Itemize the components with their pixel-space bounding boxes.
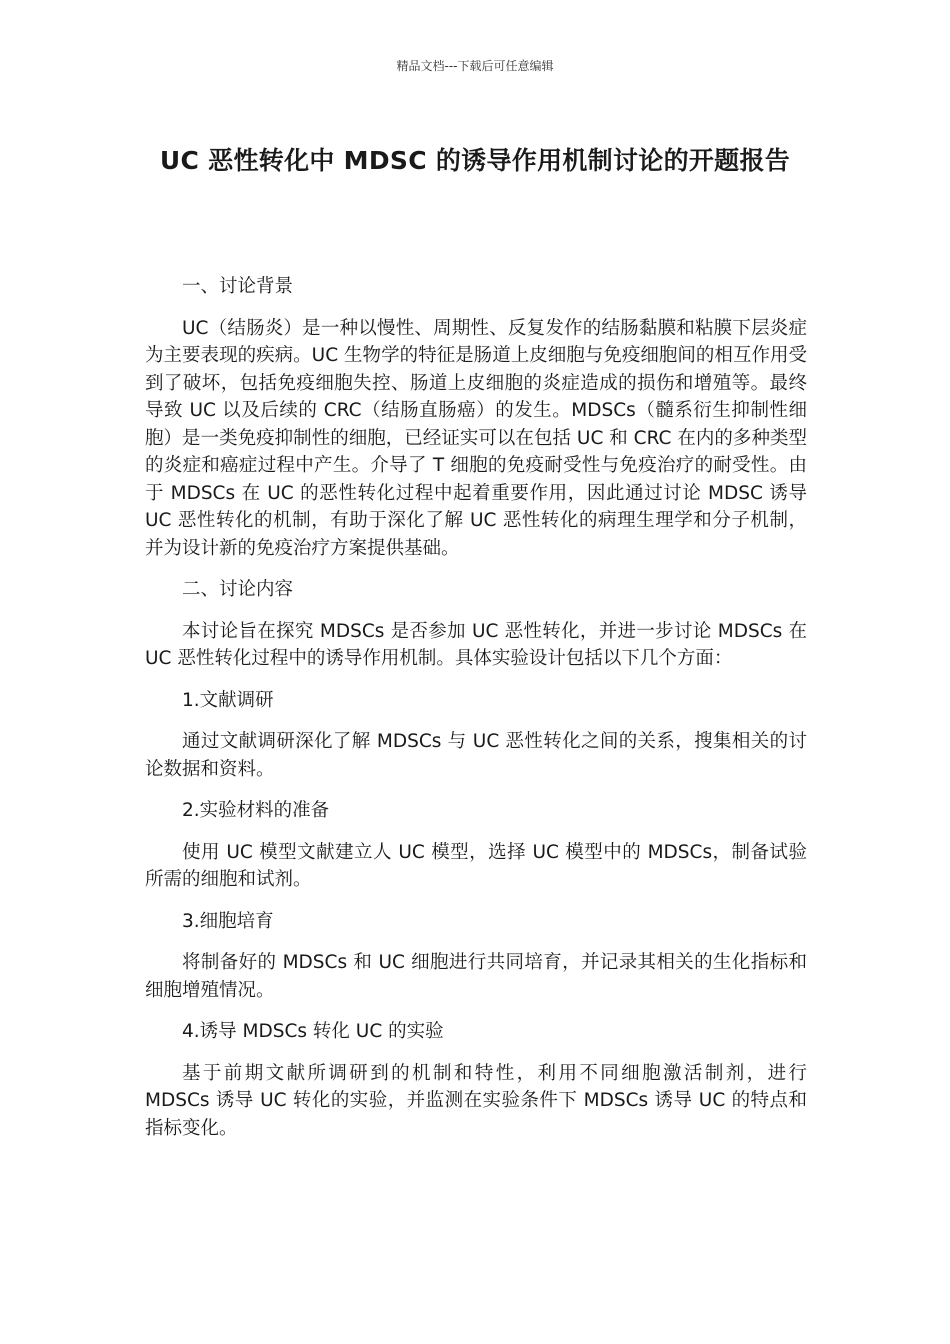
- section-heading-content: 二、讨论内容: [182, 579, 294, 600]
- document-title: UC 恶性转化中 MDSC 的诱导作用机制讨论的开题报告: [159, 146, 791, 175]
- paragraph-materials-preparation: 使用 UC 模型文献建立人 UC 模型，选择 UC 模型中的 MDSCs，制备试验所需的细胞和试剂。: [145, 841, 807, 890]
- paragraph-background: UC（结肠炎）是一种以慢性、周期性、反复发作的结肠黏膜和粘膜下层炎症为主要表现的疾病。UC 生物学的特征是肠道上皮细胞与免疫细胞间的相互作用受到了破坏，包括免疫细胞失控、肠道上皮细胞的炎症造成的损伤和增殖等。最终导致 UC 以及后续的 CRC（结肠直肠癌）的发生。MDSCs（髓系衍生抑制性细胞）是一类免疫抑制性的细胞，已经证实可以在包括 UC 和 CRC 在内的多种类型的炎症和癌症过程中产生。介导了 T 细胞的免疫耐受性与免疫治疗的耐受性。由于 MDSCs 在 UC 的恶性转化过程中起着重要作用，因此通过讨论 MDSC 诱导 UC 恶性转化的机制，有助于深化了解 UC 恶性转化的病理生理学和分子机制，并为设计新的免疫治疗方案提供基础。: [145, 317, 807, 559]
- page-header-note: 精品文档---下载后可任意编辑: [396, 59, 554, 73]
- paragraph-cell-culture: 将制备好的 MDSCs 和 UC 细胞进行共同培育，并记录其相关的生化指标和细胞增殖情况。: [145, 952, 807, 1001]
- subheading-induction-experiment: 4.诱导 MDSCs 转化 UC 的实验: [182, 1021, 444, 1042]
- subheading-materials-preparation: 2.实验材料的准备: [182, 800, 330, 821]
- paragraph-literature-review: 通过文献调研深化了解 MDSCs 与 UC 恶性转化之间的关系，搜集相关的讨论数据和资料。: [145, 731, 807, 780]
- paragraph-induction-experiment: 基于前期文献所调研到的机制和特性，利用不同细胞激活制剂，进行 MDSCs 诱导 UC 转化的实验，并监测在实验条件下 MDSCs 诱导 UC 的特点和指标变化。: [145, 1062, 807, 1139]
- subheading-literature-review: 1.文献调研: [182, 689, 274, 711]
- document-body: [145, 270, 807, 1156]
- section-heading-background: 一、讨论背景: [182, 276, 294, 297]
- paragraph-content-intro: 本讨论旨在探究 MDSCs 是否参加 UC 恶性转化，并进一步讨论 MDSCs 在 UC 恶性转化过程中的诱导作用机制。具体实验设计包括以下几个方面：: [145, 620, 807, 669]
- subheading-cell-culture: 3.细胞培育: [182, 910, 274, 932]
